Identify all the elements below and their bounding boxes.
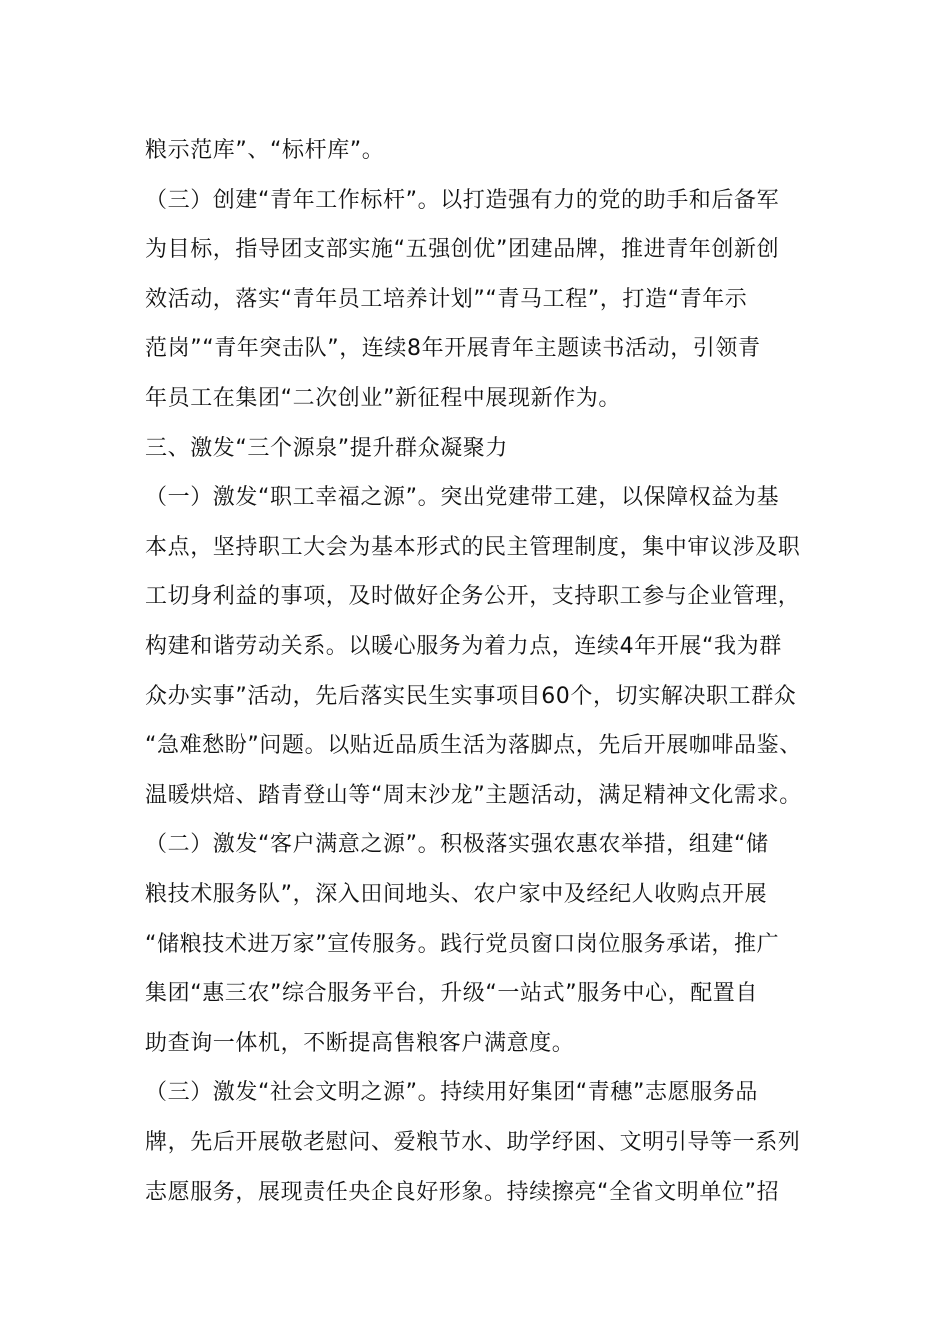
text-line: （三）激发“社会文明之源”。持续用好集团“青穗”志愿服务品 xyxy=(145,1080,758,1105)
text-line: 范岗”“青年突击队”，连续8年开展青年主题读书活动，引领青 xyxy=(145,336,761,361)
text-line: 年员工在集团“二次创业”新征程中展现新作为。 xyxy=(145,386,621,411)
text-line: （三）创建“青年工作标杆”。以打造强有力的党的助手和后备军 xyxy=(145,188,780,213)
text-line: 助查询一体机，不断提高售粮客户满意度。 xyxy=(145,1031,575,1056)
text-line: “储粮技术进万家”宣传服务。践行党员窗口岗位服务承诺，推广 xyxy=(145,932,780,957)
text-line: 牌，先后开展敬老慰问、爱粮节水、助学纾困、文明引导等一系列 xyxy=(145,1130,801,1155)
text-line: “急难愁盼”问题。以贴近品质生活为落脚点，先后开展咖啡品鉴、 xyxy=(145,733,802,758)
text-line: 粮示范库”、“标杆库”。 xyxy=(145,138,385,163)
text-line: （一）激发“职工幸福之源”。突出党建带工建，以保障权益为基 xyxy=(145,485,780,510)
text-line: 温暖烘焙、踏青登山等“周末沙龙”主题活动，满足精神文化需求。 xyxy=(145,783,802,808)
text-line: 工切身利益的事项，及时做好企务公开，支持职工参与企业管理， xyxy=(145,584,801,609)
section-heading: 三、激发“三个源泉”提升群众凝聚力 xyxy=(145,436,508,461)
text-line: 效活动，落实“青年员工培养计划”“青马工程”，打造“青年示 xyxy=(145,287,748,312)
text-line: 志愿服务，展现责任央企良好形象。持续擦亮“全省文明单位”招 xyxy=(145,1180,780,1205)
text-line: 为目标，指导团支部实施“五强创优”团建品牌，推进青年创新创 xyxy=(145,237,780,262)
text-line: 本点，坚持职工大会为基本形式的民主管理制度，集中审议涉及职 xyxy=(145,535,801,560)
text-line: 众办实事”活动，先后落实民生实事项目60个，切实解决职工群众 xyxy=(145,684,797,709)
text-line: 粮技术服务队”，深入田间地头、农户家中及经纪人收购点开展 xyxy=(145,882,768,907)
text-line: 集团“惠三农”综合服务平台，升级“一站式”服务中心，配置自 xyxy=(145,981,758,1006)
text-line: （二）激发“客户满意之源”。积极落实强农惠农举措，组建“储 xyxy=(145,832,769,857)
text-line: 构建和谐劳动关系。以暖心服务为着力点，连续4年开展“我为群 xyxy=(145,634,782,659)
